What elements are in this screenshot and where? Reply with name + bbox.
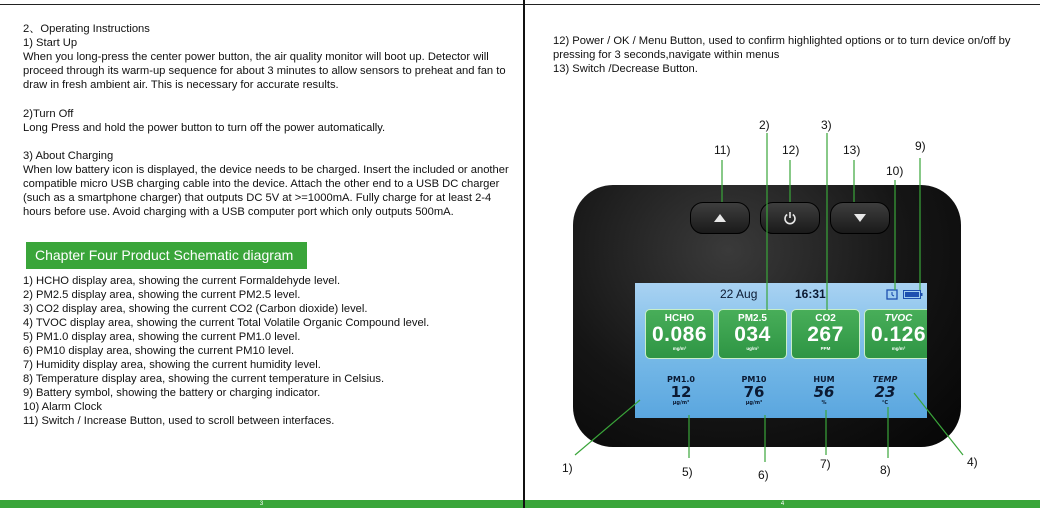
callout-line-1 xyxy=(575,400,640,455)
card-name: CO2 xyxy=(815,313,836,324)
page-footer xyxy=(0,500,523,508)
charging-heading: 3) About Charging xyxy=(23,150,114,162)
list-item: 9) Battery symbol, showing the battery or charging indicator. xyxy=(23,387,321,399)
sub-unit: μg/m³ xyxy=(745,400,763,406)
charging-text: When low battery icon is displayed, the device needs to be charged. Insert the included or another compatible micro USB charging cable into the device. Attach the other end to a USB DC charger (such as a smartphone charger) that outputs DC 5V at >=1000mA. Fully charge for at least 2-4 hours before use. Avoid charging with a USB computer port which only outputs 500mA. xyxy=(23,164,509,218)
card-name: TVOC xyxy=(884,313,913,324)
sub-unit: % xyxy=(821,400,827,406)
sub-value: 76 xyxy=(743,383,765,401)
callout-5: 5) xyxy=(682,465,693,479)
section-heading: 2、Operating Instructions xyxy=(23,23,150,35)
card-unit: mg/m³ xyxy=(891,346,906,351)
list-item: 2) PM2.5 display area, showing the current PM2.5 level. xyxy=(23,289,301,301)
callout-line-4 xyxy=(914,393,963,455)
chapter-title: Chapter Four Product Schematic diagram xyxy=(26,242,307,269)
list-item: 4) TVOC display area, showing the current Total Volatile Organic Compound level. xyxy=(23,317,430,329)
sub-name: PM1.0 xyxy=(667,375,695,384)
card-name: PM2.5 xyxy=(738,313,767,324)
callout-7: 7) xyxy=(820,457,831,471)
turnoff-section xyxy=(23,107,513,135)
card-value: 267 xyxy=(807,323,844,346)
card-value: 0.126 xyxy=(870,323,927,346)
startup-text: When you long-press the center power button, the air quality monitor will boot up. Detector will proceed through its warm-up sequence for about 3 minutes to allow sensors to preheat and fan to draw in fresh ambient air. This is necessary for accurate results. xyxy=(23,51,506,91)
callout-3: 3) xyxy=(821,118,832,132)
card-unit: ug/m³ xyxy=(746,346,759,351)
callout-9: 9) xyxy=(915,139,926,153)
card-unit: PPM xyxy=(820,346,831,351)
card-unit: mg/m³ xyxy=(672,346,687,351)
callout-13: 13) xyxy=(843,143,861,157)
page-number: 3 xyxy=(259,501,264,507)
startup-heading: 1) Start Up xyxy=(23,37,78,49)
callout-lines xyxy=(525,0,1040,508)
callout-1: 1) xyxy=(562,461,573,475)
sub-name: TEMP xyxy=(872,375,898,384)
callout-11: 11) xyxy=(714,143,731,157)
sub-value: 56 xyxy=(813,383,835,401)
sub-unit: °C xyxy=(881,400,889,406)
list-item: 5) PM1.0 display area, showing the current PM1.0 level. xyxy=(23,331,301,343)
right-page xyxy=(525,0,1040,508)
sub-name: PM10 xyxy=(741,375,767,384)
top-rule xyxy=(0,4,523,5)
screen-time: 16:31 xyxy=(795,287,826,301)
card-value: 034 xyxy=(734,323,771,346)
operating-instructions-section xyxy=(23,22,513,92)
callout-4: 4) xyxy=(967,455,978,469)
callout-8: 8) xyxy=(880,463,891,477)
list-item: 7) Humidity display area, showing the current humidity level. xyxy=(23,359,321,371)
callout-2: 2) xyxy=(759,118,770,132)
turnoff-text: Long Press and hold the power button to turn off the power automatically. xyxy=(23,122,386,134)
item-12-text: 12) Power / OK / Menu Button, used to confirm highlighted options or to turn device on/off by pressing for 3 seconds,navigate within menus xyxy=(553,35,1011,61)
sub-value: 12 xyxy=(670,383,692,401)
turnoff-heading: 2)Turn Off xyxy=(23,108,74,120)
sub-name: HUM xyxy=(813,375,835,384)
card-name: HCHO xyxy=(664,313,695,324)
callout-12: 12) xyxy=(782,143,800,157)
callout-6: 6) xyxy=(758,468,769,482)
card-value: 0.086 xyxy=(651,323,708,346)
item-13-text: 13) Switch /Decrease Button. xyxy=(553,63,698,75)
sub-value: 23 xyxy=(874,383,896,401)
charging-section xyxy=(23,149,513,219)
page-number: 4 xyxy=(780,501,785,507)
list-item: 3) CO2 display area, showing the current CO2 (Carbon dioxide) level. xyxy=(23,303,368,315)
schematic-list xyxy=(23,274,433,428)
page-footer xyxy=(525,500,1040,508)
screen-date: 22 Aug xyxy=(720,287,758,301)
list-item: 8) Temperature display area, showing the current temperature in Celsius. xyxy=(23,373,385,385)
callout-10: 10) xyxy=(886,164,904,178)
list-item: 10) Alarm Clock xyxy=(23,401,102,413)
list-item: 11) Switch / Increase Button, used to scroll between interfaces. xyxy=(23,415,335,427)
list-item: 6) PM10 display area, showing the current PM10 level. xyxy=(23,345,295,357)
sub-unit: μg/m³ xyxy=(672,400,690,406)
list-item: 1) HCHO display area, showing the current Formaldehyde level. xyxy=(23,275,341,287)
